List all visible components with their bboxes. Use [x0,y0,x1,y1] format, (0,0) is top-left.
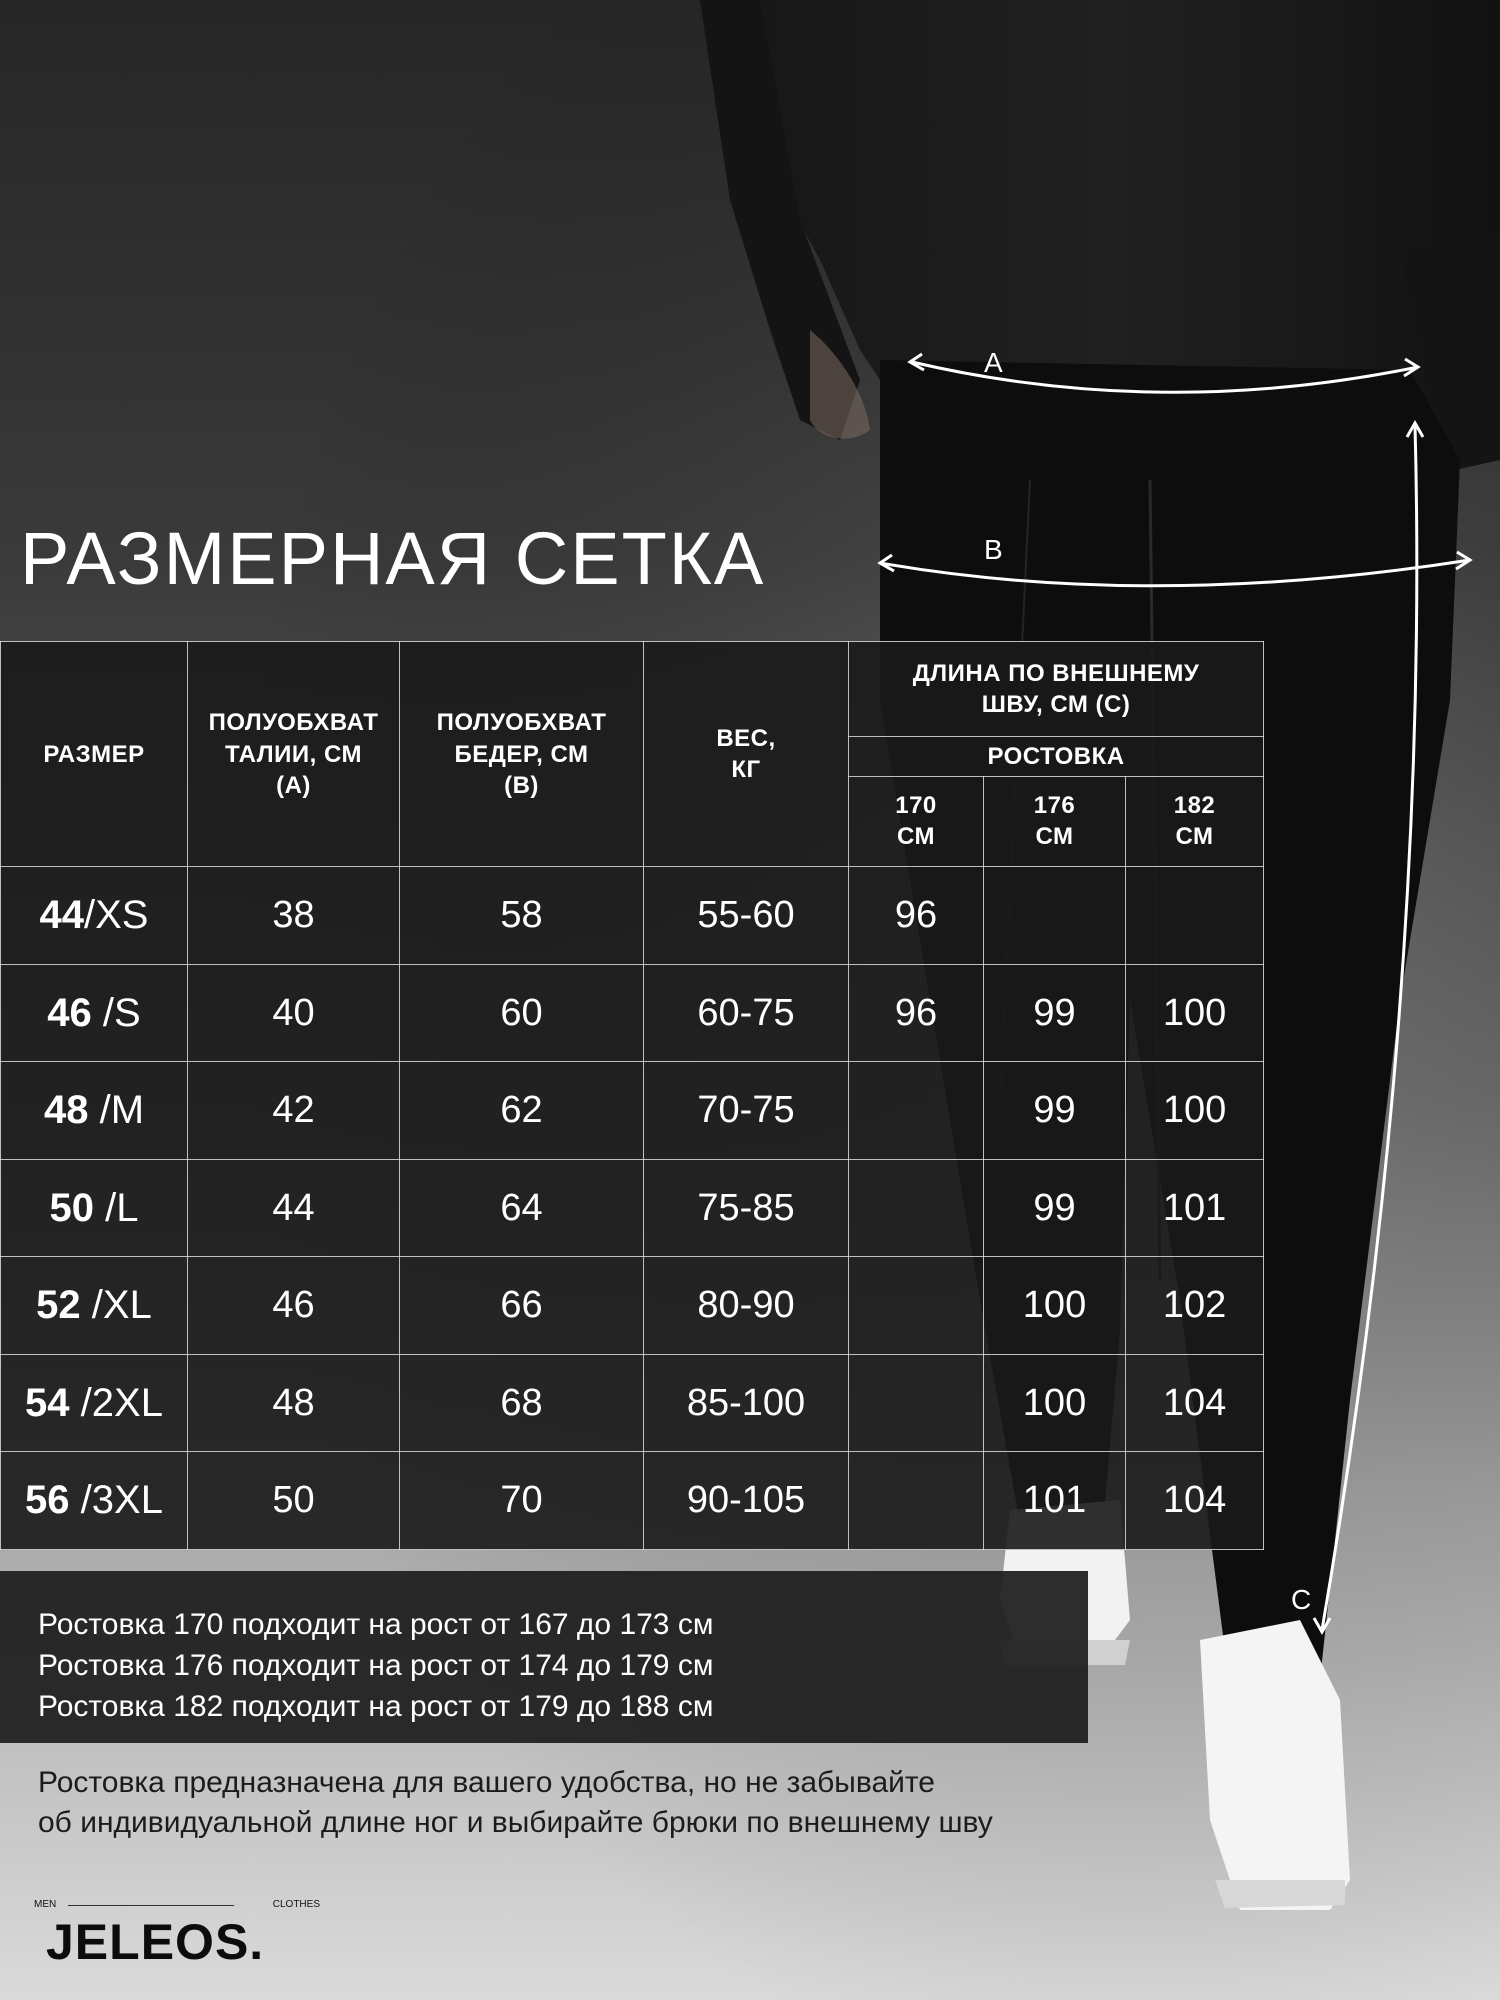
header-length: ДЛИНА ПО ВНЕШНЕМУ ШВУ, СМ (С) [849,642,1264,737]
waist-cell: 38 [188,867,400,965]
height-info-line: Ростовка 176 подходит на рост от 174 до 179 см [38,1649,714,1682]
size-letter: /2XL [69,1380,163,1425]
size-number: 48 [43,1088,89,1133]
size-letter: /3XL [69,1478,163,1523]
hips-cell: 62 [400,1062,644,1160]
length-176-cell: 99 [984,964,1126,1062]
hips-cell: 70 [400,1452,644,1550]
length-182-cell: 100 [1126,964,1264,1062]
size-cell [1,867,188,965]
logo-clothes-label: CLOTHES [272,1899,320,1910]
length-182-cell [1126,867,1264,965]
header-height-group: РОСТОВКА [849,736,1264,776]
size-number: 56 [25,1478,70,1523]
weight-cell: 70-75 [644,1062,849,1160]
table-row [1,1159,1264,1257]
size-number: 54 [25,1380,70,1425]
size-cell [1,1452,188,1550]
header-h182: 182 СМ [1126,776,1264,866]
height-info-line: Ростовка 182 подходит на рост от 179 до 188 см [38,1690,714,1723]
length-170-cell [849,1159,984,1257]
size-table [0,641,1264,1550]
fit-note [38,1763,1238,1843]
length-182-cell: 102 [1126,1257,1264,1355]
hips-cell: 68 [400,1354,644,1452]
waist-cell: 46 [188,1257,400,1355]
size-letter: /XL [80,1283,152,1328]
page-title: РАЗМЕРНАЯ СЕТКА [20,517,766,600]
size-letter: /XS [84,892,149,937]
table-row [1,1062,1264,1160]
length-176-cell [984,867,1126,965]
table-row [1,1452,1264,1550]
table-row [1,1257,1264,1355]
header-size: РАЗМЕР [1,642,188,867]
weight-cell: 75-85 [644,1159,849,1257]
height-info-box [0,1571,1088,1743]
measure-label-c: C [1291,1584,1312,1615]
weight-cell: 55-60 [644,867,849,965]
length-170-cell [849,1354,984,1452]
size-letter: /L [94,1185,139,1230]
size-cell [1,1062,188,1160]
length-182-cell: 104 [1126,1452,1264,1550]
length-170-cell: 96 [849,867,984,965]
size-cell [1,1159,188,1257]
waist-cell: 42 [188,1062,400,1160]
length-170-cell [849,1062,984,1160]
weight-cell: 90-105 [644,1452,849,1550]
fit-note-line: об индивидуальной длине ног и выбирайте брюки по внешнему шву [38,1806,993,1839]
measure-label-a: A [984,347,1003,378]
table-row [1,1354,1264,1452]
logo-tags [34,1899,320,1913]
header-waist: ПОЛУОБХВАТ ТАЛИИ, СМ (А) [188,642,400,867]
measure-label-b: B [984,534,1003,565]
size-cell [1,964,188,1062]
waist-cell: 44 [188,1159,400,1257]
size-letter: /S [91,990,141,1035]
logo-wordmark: JELEOS. [46,1914,265,1970]
header-h176: 176 СМ [984,776,1126,866]
size-letter: /M [88,1088,145,1133]
size-cell [1,1354,188,1452]
length-170-cell: 96 [849,964,984,1062]
length-176-cell: 101 [984,1452,1126,1550]
hips-cell: 58 [400,867,644,965]
length-176-cell: 99 [984,1062,1126,1160]
header-weight: ВЕС, КГ [644,642,849,867]
table-row [1,867,1264,965]
length-176-cell: 99 [984,1159,1126,1257]
waist-cell: 50 [188,1452,400,1550]
length-170-cell [849,1452,984,1550]
header-h170: 170 СМ [849,776,984,866]
hips-cell: 60 [400,964,644,1062]
length-176-cell: 100 [984,1257,1126,1355]
hips-cell: 64 [400,1159,644,1257]
size-number: 52 [36,1283,81,1328]
logo-men-label: MEN [34,1899,57,1910]
size-number: 46 [47,990,92,1035]
fit-note-line: Ростовка предназначена для вашего удобства, но не забывайте [38,1766,935,1799]
length-170-cell [849,1257,984,1355]
header-hips: ПОЛУОБХВАТ БЕДЕР, СМ (В) [400,642,644,867]
length-182-cell: 101 [1126,1159,1264,1257]
weight-cell: 60-75 [644,964,849,1062]
length-182-cell: 100 [1126,1062,1264,1160]
table-row [1,964,1264,1062]
logo-divider [68,1905,234,1906]
height-info-line: Ростовка 170 подходит на рост от 167 до 173 см [38,1608,714,1641]
size-number: 50 [49,1185,94,1230]
weight-cell: 85-100 [644,1354,849,1452]
waist-cell: 40 [188,964,400,1062]
hips-cell: 66 [400,1257,644,1355]
length-176-cell: 100 [984,1354,1126,1452]
waist-cell: 48 [188,1354,400,1452]
size-number: 44 [39,892,84,937]
size-cell [1,1257,188,1355]
weight-cell: 80-90 [644,1257,849,1355]
length-182-cell: 104 [1126,1354,1264,1452]
brand-logo [34,1899,320,1970]
